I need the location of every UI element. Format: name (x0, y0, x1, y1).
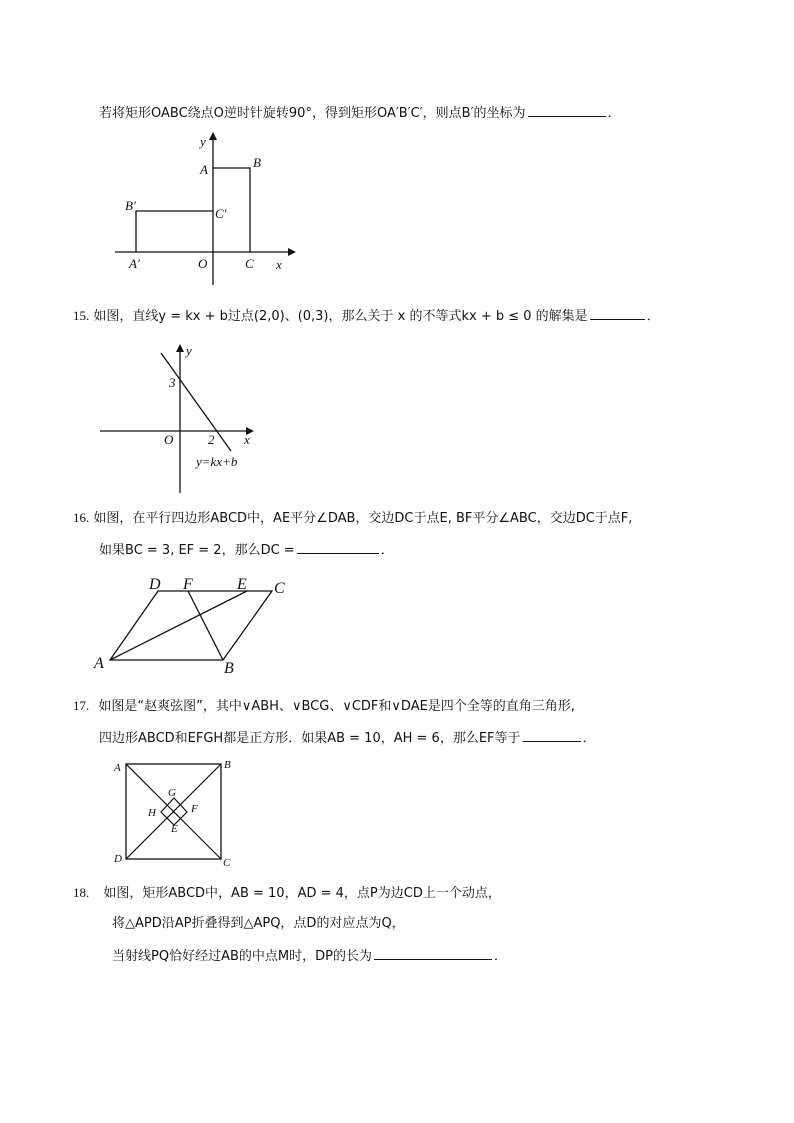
q17-label-F: F (191, 803, 198, 815)
q15-text (73, 306, 660, 326)
q14-figure (110, 130, 300, 290)
q16-number: 16. (73, 510, 90, 525)
q17-label-B: B (224, 759, 231, 771)
q17-label-C: C (223, 857, 231, 869)
q16-label-E: E (237, 576, 247, 593)
q17-statement-1: 如图是“赵爽弦图”，其中∨ABH、∨BCG、∨CDF和∨DAE是四个全等的直角三角形, (98, 699, 575, 714)
q14-label-O: O (198, 256, 208, 271)
q15-statement: 如图，直线y = kx + b过点(2,0)、(0,3)，那么关于 x 的不等式kx + b ≤ 0 的解集是 (93, 309, 588, 324)
q16-figure (90, 572, 300, 677)
q17-figure (110, 758, 240, 873)
q16-statement-1: 如图，在平行四边形ABCD中，AE平分∠DAB，交边DC于点E, BF平分∠ABC，交边DC于点F, (93, 511, 633, 526)
q16-label-D: D (149, 576, 161, 593)
q16-period: ． (380, 543, 394, 558)
q17-answer-blank[interactable] (523, 728, 581, 742)
q17-period: ． (582, 731, 596, 746)
q17-label-E: E (171, 823, 178, 835)
q15-line-label: y=kx+b (196, 454, 238, 469)
q18-statement-3: 当射线PQ恰好经过AB的中点M时，DP的长为 (112, 949, 372, 964)
q18-text-line3 (112, 946, 507, 966)
q14-period: ． (607, 106, 621, 121)
q15-number: 15. (73, 308, 90, 323)
q16-statement-2: 如果BC = 3, EF = 2，那么DC = (99, 543, 295, 558)
q17-number: 17. (73, 698, 90, 713)
q16-label-A: A (94, 655, 104, 672)
q14-answer-blank[interactable] (528, 103, 606, 117)
q16-text-line1 (73, 509, 632, 528)
q18-statement-2: 将△APD沿AP折叠得到△APQ，点D的对应点为Q， (112, 916, 405, 931)
q15-label-O: O (164, 432, 174, 447)
q14-label-y: y (200, 134, 206, 149)
q18-period: ． (493, 949, 507, 964)
q15-answer-blank[interactable] (590, 306, 645, 320)
q17-label-D: D (114, 853, 122, 865)
q16-text-line2 (99, 540, 394, 560)
q15-figure (98, 340, 263, 500)
q14-label-Cp: C′ (215, 206, 227, 221)
q15-label-x: x (244, 432, 250, 447)
q14-statement: 若将矩形OABC绕点O逆时针旋转90°，得到矩形OA′B′C′，则点B′的坐标为 (99, 106, 526, 121)
q17-text-line2 (99, 728, 596, 748)
q14-label-A: A (200, 162, 208, 177)
q17-statement-2: 四边形ABCD和EFGH都是正方形．如果AB = 10，AH = 6，那么EF等于 (99, 731, 521, 746)
q16-answer-blank[interactable] (297, 540, 379, 554)
q14-label-C: C (245, 256, 254, 271)
q16-label-C: C (274, 580, 285, 597)
q14-label-x: x (276, 257, 282, 272)
q17-label-G: G (168, 787, 176, 799)
q17-label-A: A (114, 762, 121, 774)
q15-period: ． (646, 309, 660, 324)
q17-label-H: H (148, 807, 156, 819)
q15-label-3: 3 (169, 375, 176, 390)
q15-label-y: y (186, 343, 192, 358)
q14-label-Ap: A′ (129, 256, 140, 271)
q18-answer-blank[interactable] (374, 946, 492, 960)
q17-text-line1 (73, 697, 575, 716)
q18-text-line2 (112, 915, 405, 933)
q14-label-Bp: B′ (125, 198, 136, 213)
q14-text (99, 103, 621, 123)
q18-number: 18. (73, 885, 90, 900)
q18-text-line1 (73, 884, 501, 903)
q16-label-B: B (224, 660, 234, 677)
q18-statement-1: 如图，矩形ABCD中，AB = 10，AD = 4，点P为边CD上一个动点， (103, 886, 501, 901)
q16-label-F: F (183, 576, 193, 593)
q15-label-2: 2 (208, 432, 215, 447)
q14-label-B: B (253, 155, 261, 170)
